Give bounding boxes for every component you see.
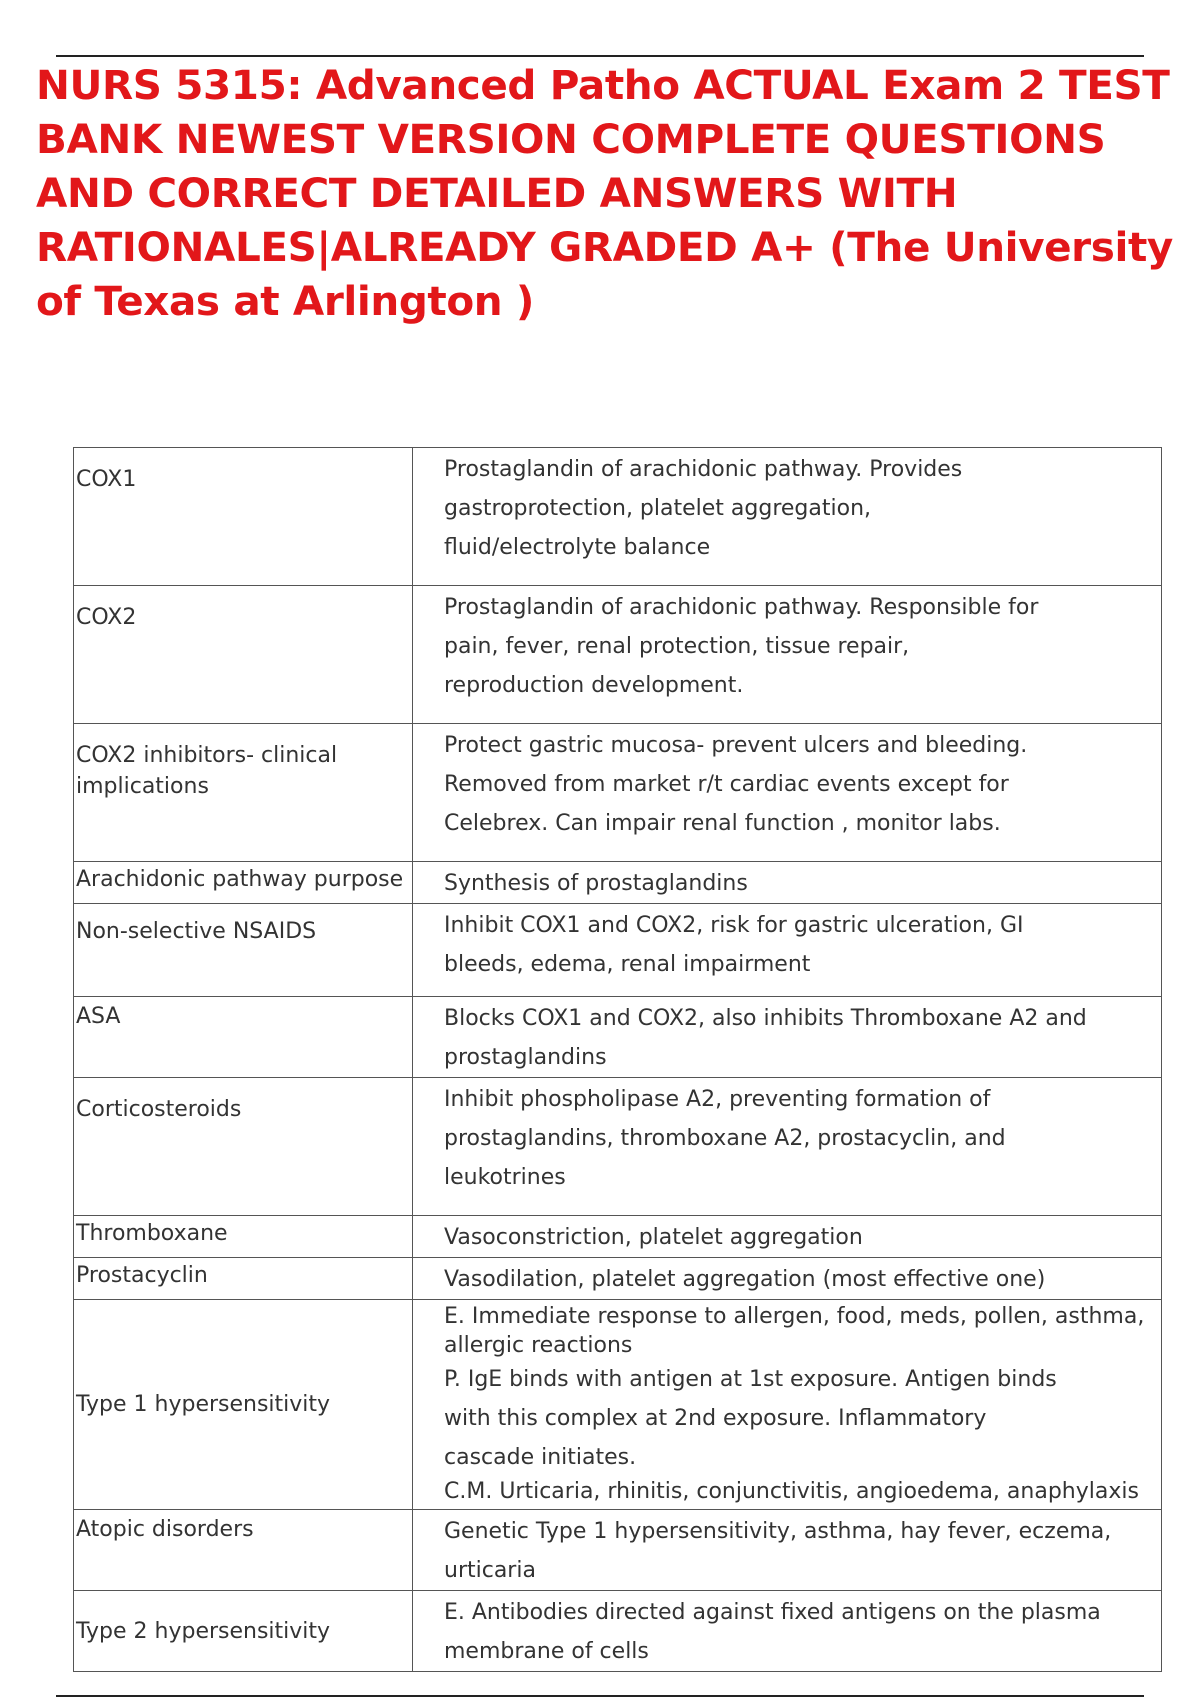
table-row — [74, 724, 1162, 862]
definition-line: fluid/electrolyte balance — [444, 535, 711, 560]
table-row — [74, 1258, 1162, 1300]
definition-cell — [413, 448, 1162, 586]
definition-line: allergic reactions — [444, 1333, 633, 1358]
definition-cell — [413, 997, 1162, 1078]
term-cell: COX1 — [74, 448, 413, 586]
definition-line: Inhibit COX1 and COX2, risk for gastric ulceration, GI — [444, 913, 1024, 938]
term-cell: Arachidonic pathway purpose — [74, 862, 413, 904]
table-row — [74, 1510, 1162, 1591]
table-row — [74, 586, 1162, 724]
table-row — [74, 448, 1162, 586]
definition-cell — [413, 1258, 1162, 1300]
definition-cell — [413, 904, 1162, 997]
term-cell: Type 2 hypersensitivity — [74, 1591, 413, 1672]
term-cell: COX2 inhibitors- clinical implications — [74, 724, 413, 862]
definition-line: gastroprotection, platelet aggregation, — [444, 496, 872, 521]
table-row — [74, 1078, 1162, 1216]
definition-line: E. Immediate response to allergen, food, meds, pollen, asthma, — [444, 1304, 1145, 1329]
table-row — [74, 1216, 1162, 1258]
definition-line: Genetic Type 1 hypersensitivity, asthma, hay fever, eczema, — [444, 1519, 1112, 1544]
table-row — [74, 1300, 1162, 1510]
term-cell: Non-selective NSAIDS — [74, 904, 413, 997]
term-cell: Type 1 hypersensitivity — [74, 1300, 413, 1510]
definition-cell — [413, 1216, 1162, 1258]
definition-cell — [413, 1591, 1162, 1672]
definition-line: cascade initiates. — [444, 1445, 637, 1470]
definition-line: C.M. Urticaria, rhinitis, conjunctivitis, angioedema, anaphylaxis — [444, 1479, 1139, 1504]
definition-line: Prostaglandin of arachidonic pathway. Responsible for — [444, 595, 1039, 620]
definition-line: prostaglandins — [444, 1045, 607, 1070]
definition-cell — [413, 724, 1162, 862]
definition-line: P. IgE binds with antigen at 1st exposure. Antigen binds — [444, 1367, 1057, 1392]
table-row — [74, 1591, 1162, 1672]
definition-line: Vasodilation, platelet aggregation (most effective one) — [444, 1267, 1046, 1292]
definition-line: prostaglandins, thromboxane A2, prostacyclin, and — [444, 1126, 1006, 1151]
definition-line: Prostaglandin of arachidonic pathway. Provides — [444, 457, 963, 482]
definition-cell — [413, 862, 1162, 904]
definition-cell — [413, 1300, 1162, 1510]
definition-cell — [413, 1078, 1162, 1216]
term-cell: ASA — [74, 997, 413, 1078]
definition-line: urticaria — [444, 1558, 536, 1583]
table-row — [74, 862, 1162, 904]
term-cell: Prostacyclin — [74, 1258, 413, 1300]
definition-line: pain, fever, renal protection, tissue repair, — [444, 634, 910, 659]
definition-line: with this complex at 2nd exposure. Inflammatory — [444, 1406, 987, 1431]
document-title: NURS 5315: Advanced Patho ACTUAL Exam 2 TEST BANK NEWEST VERSION COMPLETE QUESTIONS AND CORRECT DETAILED ANSWERS WITH RATIONALES|ALREADY GRADED A+ (The University of Texas at Arlington ) — [36, 61, 1173, 325]
definition-line: Inhibit phospholipase A2, preventing formation of — [444, 1087, 991, 1112]
definition-line: Blocks COX1 and COX2, also inhibits Thromboxane A2 and — [444, 1006, 1087, 1031]
definition-line: E. Antibodies directed against fixed antigens on the plasma — [444, 1600, 1101, 1625]
term-cell: COX2 — [74, 586, 413, 724]
term-cell: Atopic disorders — [74, 1510, 413, 1591]
definition-line: Synthesis of prostaglandins — [444, 871, 748, 896]
definition-line: bleeds, edema, renal impairment — [444, 952, 811, 977]
definition-line: Vasoconstriction, platelet aggregation — [444, 1225, 863, 1250]
definition-line: leukotrines — [444, 1165, 566, 1190]
table-row — [74, 997, 1162, 1078]
flashcard-table — [73, 447, 1162, 1672]
definition-cell — [413, 586, 1162, 724]
bottom-rule — [56, 1695, 1144, 1697]
top-rule — [56, 55, 1144, 57]
term-cell: Corticosteroids — [74, 1078, 413, 1216]
definition-line: Celebrex. Can impair renal function , monitor labs. — [444, 811, 1001, 836]
term-cell: Thromboxane — [74, 1216, 413, 1258]
definition-cell — [413, 1510, 1162, 1591]
definition-line: reproduction development. — [444, 673, 744, 698]
definition-line: membrane of cells — [444, 1639, 649, 1664]
table-row — [74, 904, 1162, 997]
definition-line: Protect gastric mucosa- prevent ulcers and bleeding. — [444, 733, 1028, 758]
definition-line: Removed from market r/t cardiac events except for — [444, 772, 1009, 797]
